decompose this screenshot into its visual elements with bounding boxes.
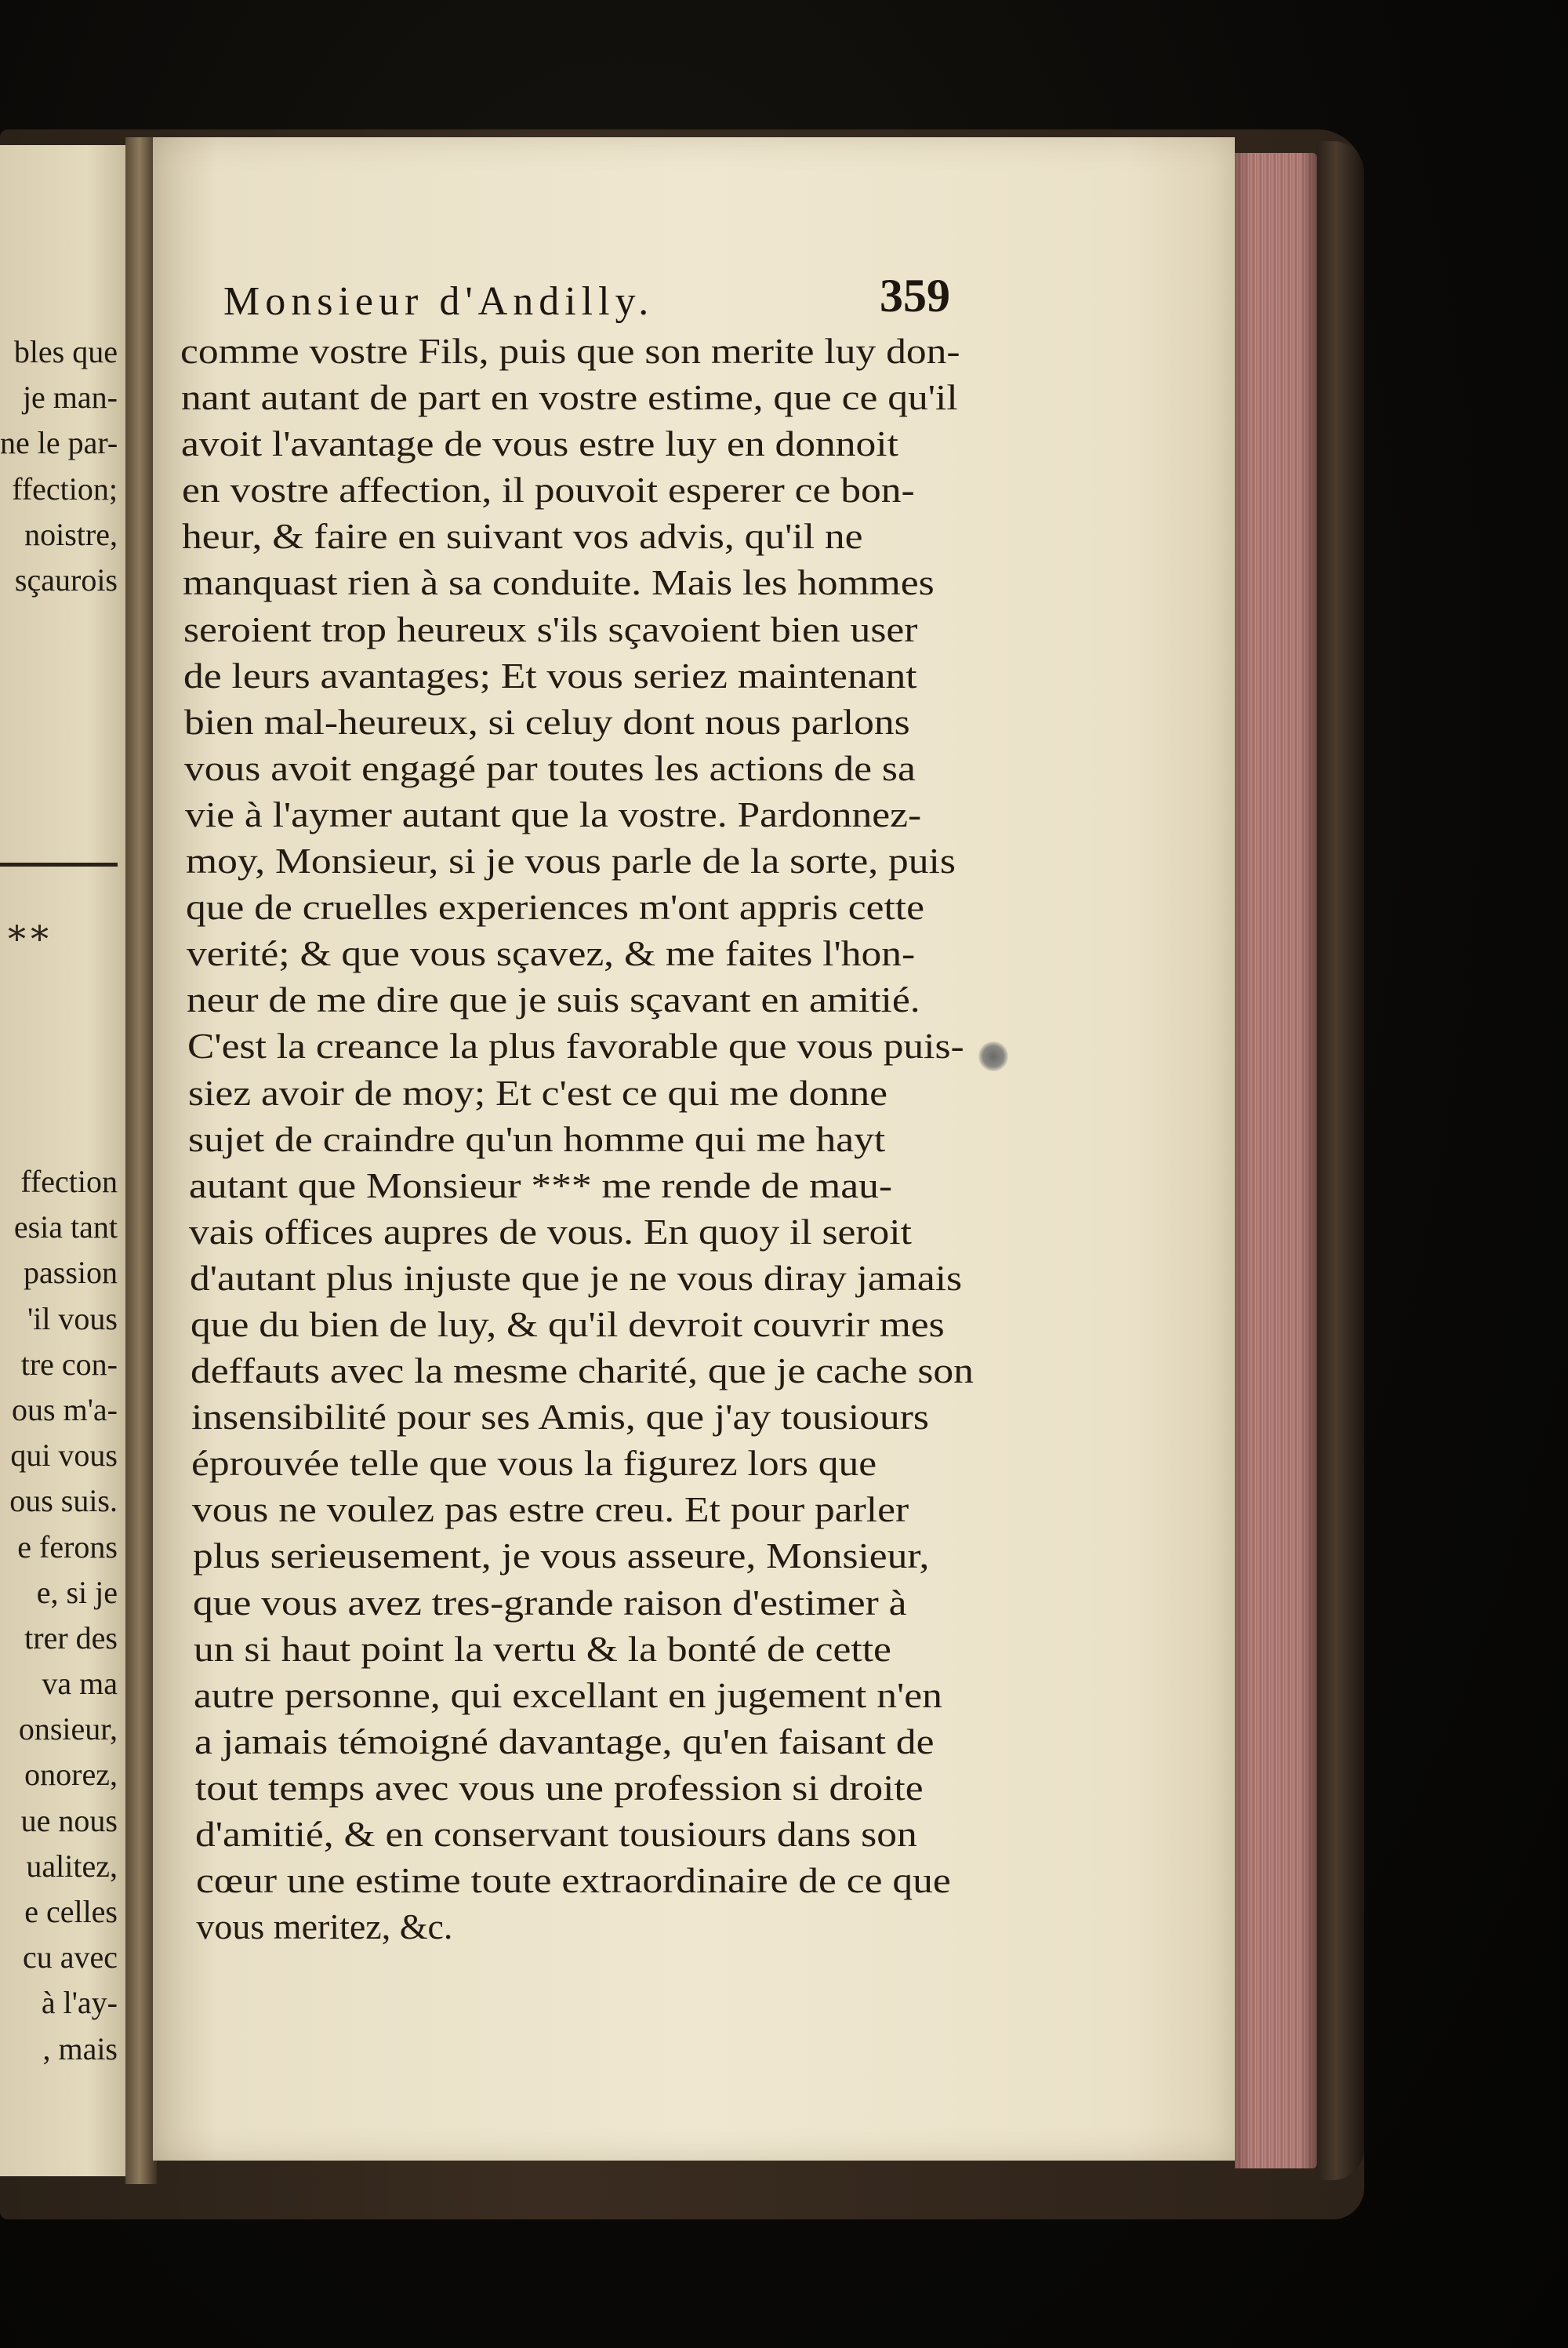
left-line: bles que <box>13 334 118 369</box>
text-line-content: que vous avez tres-grande raison d'estimer à <box>193 1582 907 1623</box>
text-line <box>182 467 1044 513</box>
body-text <box>165 328 1027 1950</box>
text-line-content: d'amitié, & en conservant tousiours dans son <box>195 1814 917 1854</box>
text-line-content: siez avoir de moy; Et c'est ce qui me donne <box>187 1072 887 1113</box>
text-line <box>184 699 1047 745</box>
left-line: va ma <box>42 1666 118 1702</box>
left-line: tre con- <box>20 1346 118 1382</box>
text-line-content: moy, Monsieur, si je vous parle de la sorte, puis <box>185 841 956 881</box>
left-line: ffection <box>20 1164 118 1199</box>
text-line-content: que de cruelles experiences m'ont appris cette <box>186 887 925 928</box>
text-line <box>186 884 1048 930</box>
text-line-content: deffauts avec la mesme charité, que je cache son <box>191 1350 975 1391</box>
left-page-rule <box>0 863 118 867</box>
text-line <box>194 1626 1056 1672</box>
text-line <box>181 374 1044 420</box>
text-line <box>183 606 1046 652</box>
text-line <box>195 1811 1058 1857</box>
text-line-content: neur de me dire que je suis sçavant en amitié. <box>187 980 921 1020</box>
text-line-content: éprouvée telle que vous la figurez lors que <box>191 1443 877 1484</box>
left-line: 'il vous <box>27 1300 118 1336</box>
left-page <box>0 145 125 2176</box>
left-line: esia tant <box>13 1209 118 1245</box>
text-line <box>183 652 1046 699</box>
text-line-content: insensibilité pour ses Amis, que j'ay tousiours <box>191 1397 929 1438</box>
left-line: passion <box>24 1255 118 1291</box>
left-page-stars: ** <box>8 918 53 960</box>
text-line-content: vous meritez, &c. <box>196 1906 453 1947</box>
text-line <box>182 513 1044 559</box>
text-line-content: verité; & que vous sçavez, & me faites l'hon- <box>186 933 915 974</box>
text-line <box>187 1023 1050 1069</box>
text-line-content: autre personne, qui excellant en jugement n'en <box>194 1674 943 1715</box>
text-line-content: vous ne voulez pas estre creu. Et pour parler <box>192 1489 909 1530</box>
left-line: ffection; <box>12 471 118 507</box>
left-line: trer des <box>24 1619 118 1656</box>
text-line <box>196 1903 1058 1950</box>
text-line-content: manquast rien à sa conduite. Mais les hommes <box>183 562 935 603</box>
left-page-upper-text <box>0 329 118 603</box>
text-line <box>187 976 1049 1023</box>
text-line <box>181 420 1044 467</box>
text-line <box>191 1301 1053 1347</box>
text-line <box>190 1255 1052 1301</box>
text-line-content: autant que Monsieur *** me rende de mau- <box>188 1165 892 1205</box>
text-line <box>192 1486 1054 1532</box>
text-line-content: bien mal-heureux, si celuy dont nous parlons <box>183 701 910 742</box>
text-line <box>189 1209 1051 1255</box>
book-gutter <box>125 137 157 2184</box>
left-line: ous suis. <box>9 1483 118 1519</box>
left-line: noistre, <box>24 516 118 552</box>
text-line-content: tout temps avec vous une profession si droite <box>194 1767 924 1808</box>
text-line <box>191 1347 1053 1394</box>
text-line <box>191 1394 1054 1440</box>
paper-stain <box>978 1041 1008 1071</box>
text-line-content: de leurs avantages; Et vous seriez maintenant <box>183 655 917 696</box>
left-line: onorez, <box>24 1757 118 1793</box>
text-line-content: comme vostre Fils, puis que son merite luy don- <box>180 331 960 371</box>
page-fore-edge <box>1235 153 1317 2168</box>
text-line-content: seroient trop heureux s'ils sçavoient bien user <box>183 609 918 649</box>
book-back-edge <box>1317 141 1364 2180</box>
text-line <box>191 1440 1054 1486</box>
text-line <box>186 838 1048 884</box>
left-line: , mais <box>42 2030 118 2066</box>
left-line: e, si je <box>36 1574 118 1610</box>
running-head: Monsieur d'Andilly. <box>223 279 655 324</box>
text-line-content: plus serieusement, je vous asseure, Monsieur, <box>192 1536 930 1576</box>
text-line-content: en vostre affection, il pouvoit esperer ce bon- <box>181 470 915 511</box>
page-number: 359 <box>880 270 950 322</box>
left-line: onsieur, <box>18 1711 118 1747</box>
text-line <box>183 559 1045 605</box>
left-line: à l'ay- <box>41 1985 118 2021</box>
text-line <box>194 1672 1056 1718</box>
text-line <box>184 745 1047 791</box>
text-line <box>193 1532 1055 1579</box>
text-line-content: sujet de craindre qu'un homme qui me hayt <box>188 1118 886 1159</box>
text-line <box>188 1070 1051 1116</box>
text-line-content: vais offices aupres de vous. En quoy il seroit <box>189 1211 913 1252</box>
text-line-content: C'est la creance la plus favorable que vous puis- <box>187 1026 964 1067</box>
left-line: ue nous <box>20 1802 118 1838</box>
text-line <box>193 1579 1055 1626</box>
text-line <box>188 1116 1051 1162</box>
text-line-content: heur, & faire en suivant vos advis, qu'il ne <box>182 516 863 557</box>
text-line <box>185 791 1047 838</box>
left-line: e celles <box>24 1894 118 1929</box>
left-line: je man- <box>22 380 118 416</box>
text-line-content: que du bien de luy, & qu'il devroit couvrir mes <box>190 1303 945 1344</box>
text-line-content: d'autant plus injuste que je ne vous diray jamais <box>190 1257 963 1298</box>
text-line-content: vous avoit engagé par toutes les actions de sa <box>184 747 916 788</box>
text-line <box>180 328 1043 374</box>
left-line: sçaurois <box>14 562 118 598</box>
text-line <box>187 930 1049 976</box>
left-line: cu avec <box>22 1939 118 1975</box>
text-line-content: avoit l'avantage de vous estre luy en donnoit <box>181 423 899 464</box>
left-page-lower-text <box>0 1159 118 2072</box>
text-line-content: cœur une estime toute extraordinaire de ce que <box>195 1860 951 1901</box>
left-line: e ferons <box>17 1528 118 1565</box>
text-line-content: vie à l'aymer autant que la vostre. Pardonnez- <box>185 794 922 834</box>
text-line <box>196 1857 1058 1903</box>
left-line: ne le par- <box>0 425 118 461</box>
text-line <box>195 1765 1058 1811</box>
text-line-content: nant autant de part en vostre estime, que ce qu'il <box>180 377 958 418</box>
left-line: qui vous <box>10 1438 118 1474</box>
text-line <box>194 1718 1057 1765</box>
left-line: ous m'a- <box>12 1391 118 1427</box>
text-line-content: a jamais témoigné davantage, qu'en faisant de <box>194 1721 935 1761</box>
text-line-content: un si haut point la vertu & la bonté de cette <box>193 1628 891 1669</box>
left-line: ualitez, <box>26 1848 118 1884</box>
text-line <box>189 1162 1051 1209</box>
